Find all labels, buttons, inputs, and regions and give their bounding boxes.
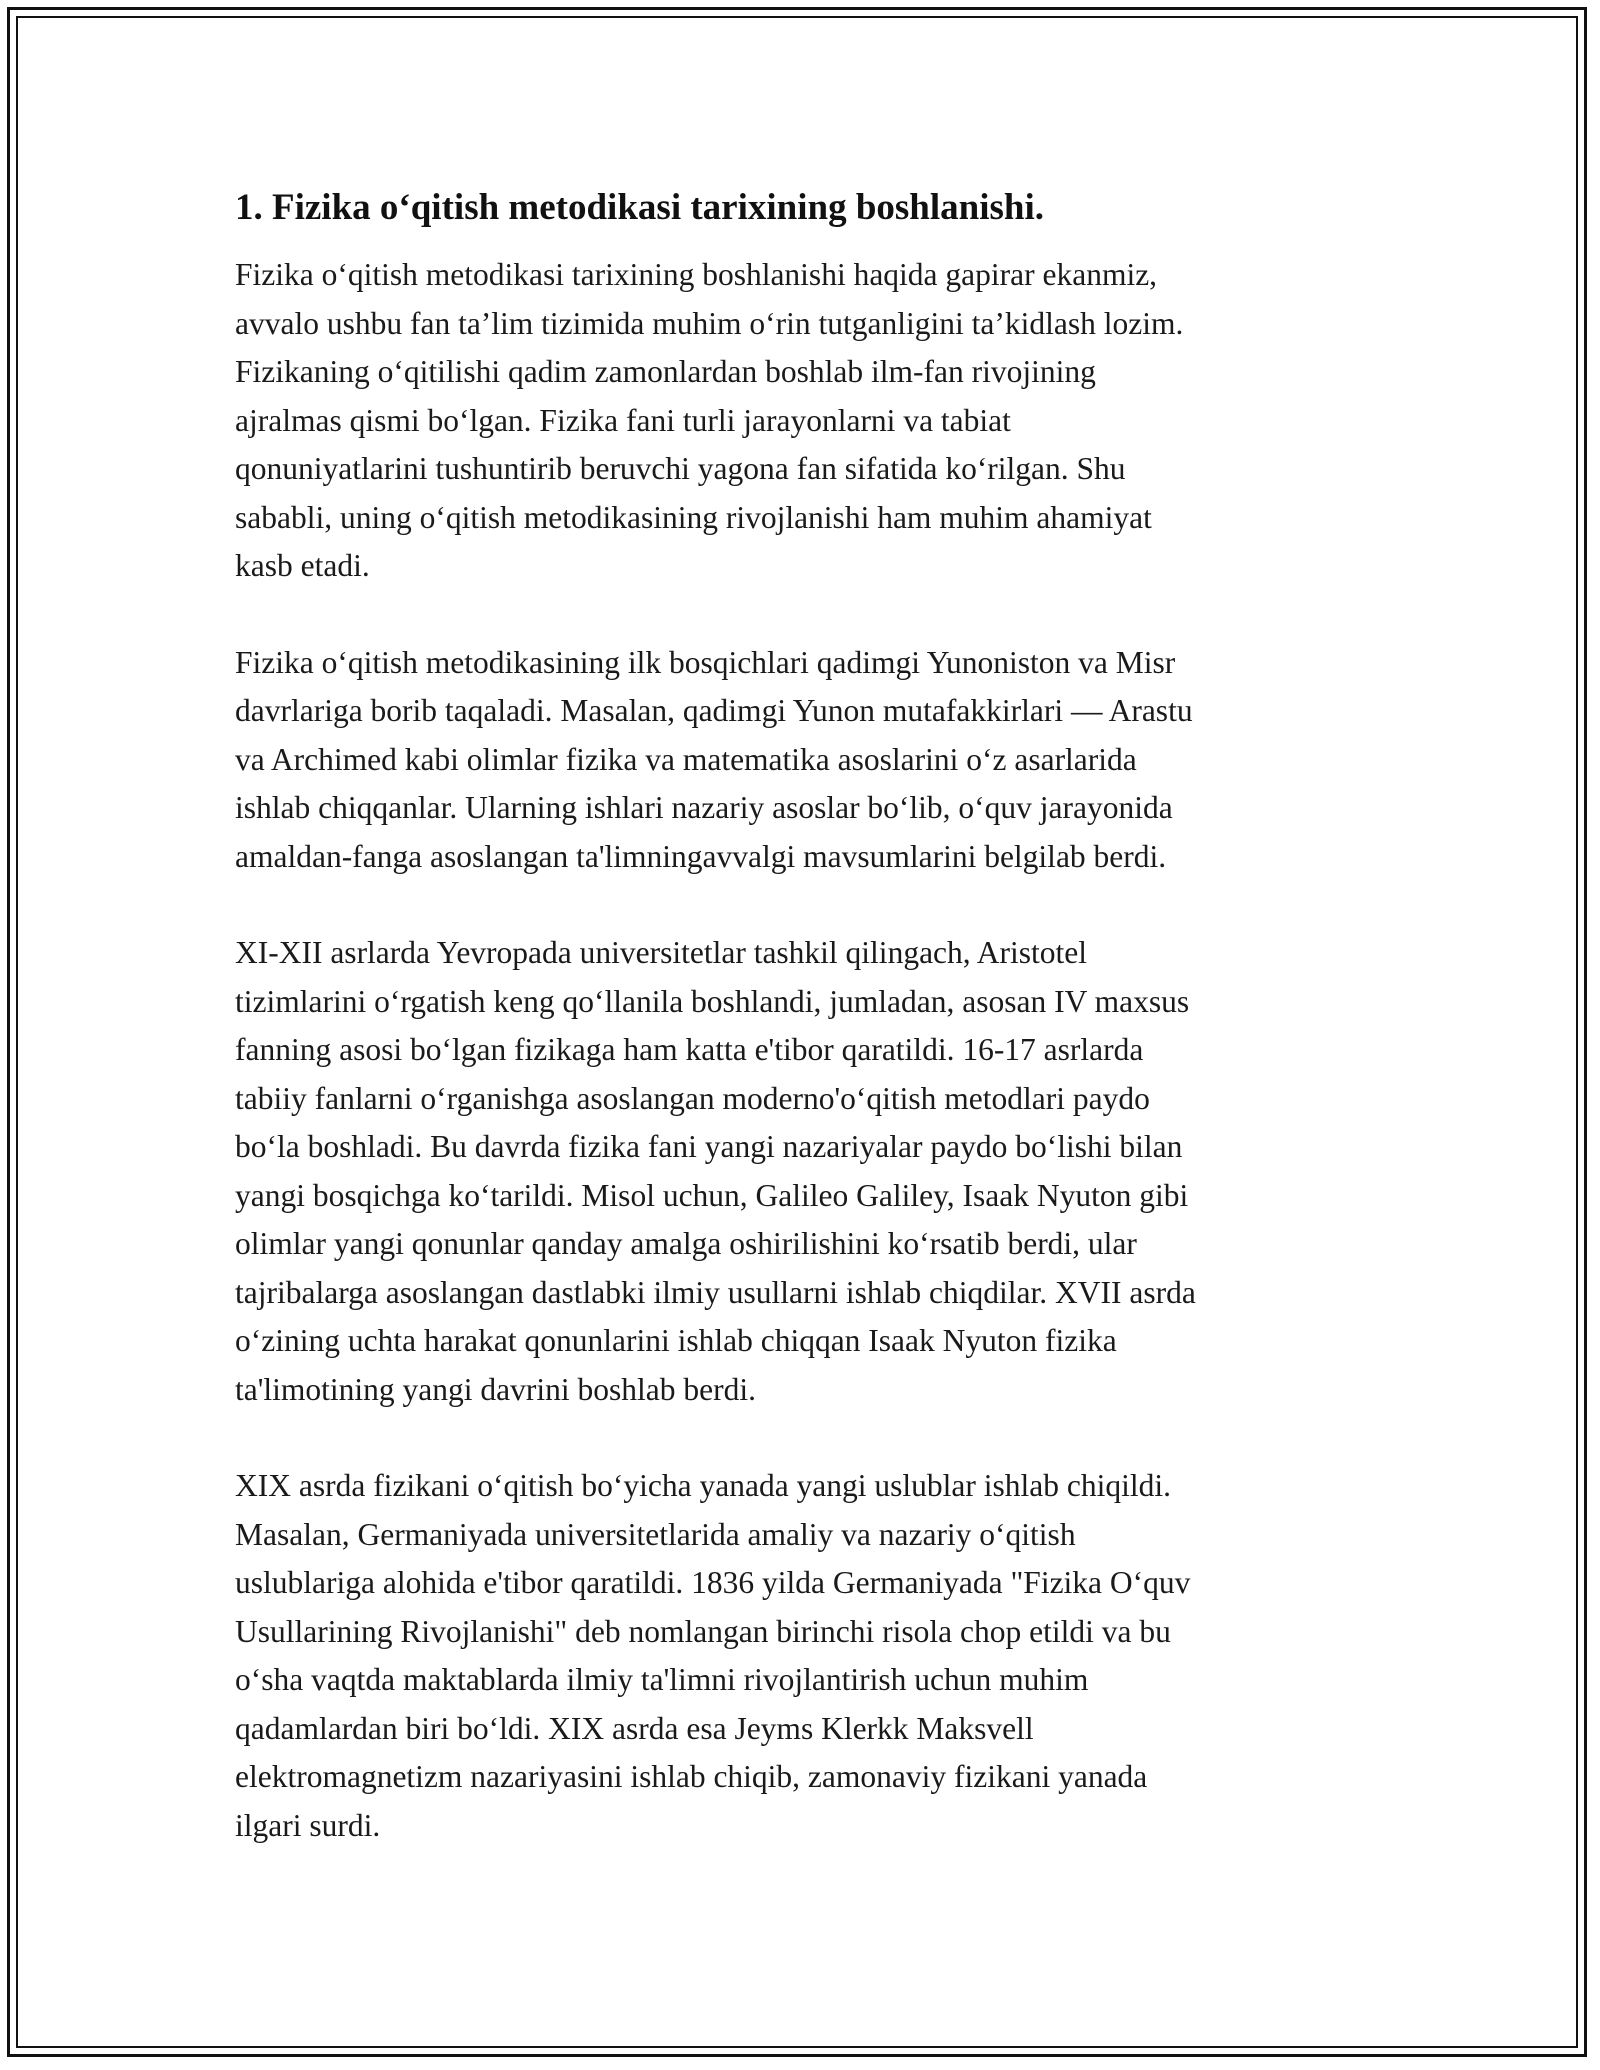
document-body bbox=[235, 185, 1385, 1898]
paragraph-nineteenth-century: XIX asrda fizikani oʻqitish boʻyicha yanada yangi uslublar ishlab chiqildi. Masalan, Germaniyada universitetlarida amaliy va nazariy oʻqitish uslublariga alohida e'tibor qaratildi. 1836 yilda Germaniyada "Fizika Oʻquv Usullarining Rivojlanishi" deb nomlangan birinchi risola chop etildi va bu oʻsha vaqtda maktablarda ilmiy ta'limni rivojlantirish uchun muhim qadamlardan biri boʻldi. XIX asrda esa Jeyms Klerkk Maksvell elektromagnetizm nazariyasini ishlab chiqib, zamonaviy fizikani yanada ilgari surdi. bbox=[235, 1468, 1191, 1843]
paragraph-ancient: Fizika oʻqitish metodikasining ilk bosqichlari qadimgi Yunoniston va Misr davrlariga borib taqaladi. Masalan, qadimgi Yunon mutafakkirlari — Arastu va Archimed kabi olimlar fizika va matematika asoslarini oʻz asarlarida ishlab chiqqanlar. Ularning ishlari nazariy asoslar boʻlib, oʻquv jarayonida amaldan-fanga asoslangan ta'limningavvalgi mavsumlarini belgilab berdi. bbox=[235, 644, 1193, 874]
paragraph-medieval: XI-XII asrlarda Yevropada universitetlar tashkil qilingach, Aristotel tizimlarini oʻrgatish keng qoʻllanila boshlandi, jumladan, asosan IV maxsus fanning asosi boʻlgan fizikaga ham katta e'tibor qaratildi. 16-17 asrlarda tabiiy fanlarni oʻrganishga asoslangan moderno'oʻqitish metodlari paydo boʻla boshladi. Bu davrda fizika fani yangi nazariyalar paydo boʻlishi bilan yangi bosqichga koʻtarildi. Misol uchun, Galileo Galiley, Isaak Nyuton gibi olimlar yangi qonunlar qanday amalga oshirilishini koʻrsatib berdi, ular tajribalarga asoslangan dastlabki ilmiy usullarni ishlab chiqdilar. XVII asrda oʻzining uchta harakat qonunlarini ishlab chiqqan Isaak Nyuton fizika ta'limotining yangi davrini boshlab berdi. bbox=[235, 935, 1196, 1407]
section-heading: 1. Fizika oʻqitish metodikasi tarixining boshlanishi. bbox=[235, 187, 1045, 228]
paragraph-intro: Fizika oʻqitish metodikasi tarixining boshlanishi haqida gapirar ekanmiz, avvalo ushbu fan taʼlim tizimida muhim oʻrin tutganligini taʼkidlash lozim. Fizikaning oʻqitilishi qadim zamonlardan boshlab ilm-fan rivojining ajralmas qismi boʻlgan. Fizika fani turli jarayonlarni va tabiat qonuniyatlarini tushuntirib beruvchi yagona fan sifatida koʻrilgan. Shu sababli, uning oʻqitish metodikasining rivojlanishi ham muhim ahamiyat kasb etadi. bbox=[235, 257, 1184, 583]
